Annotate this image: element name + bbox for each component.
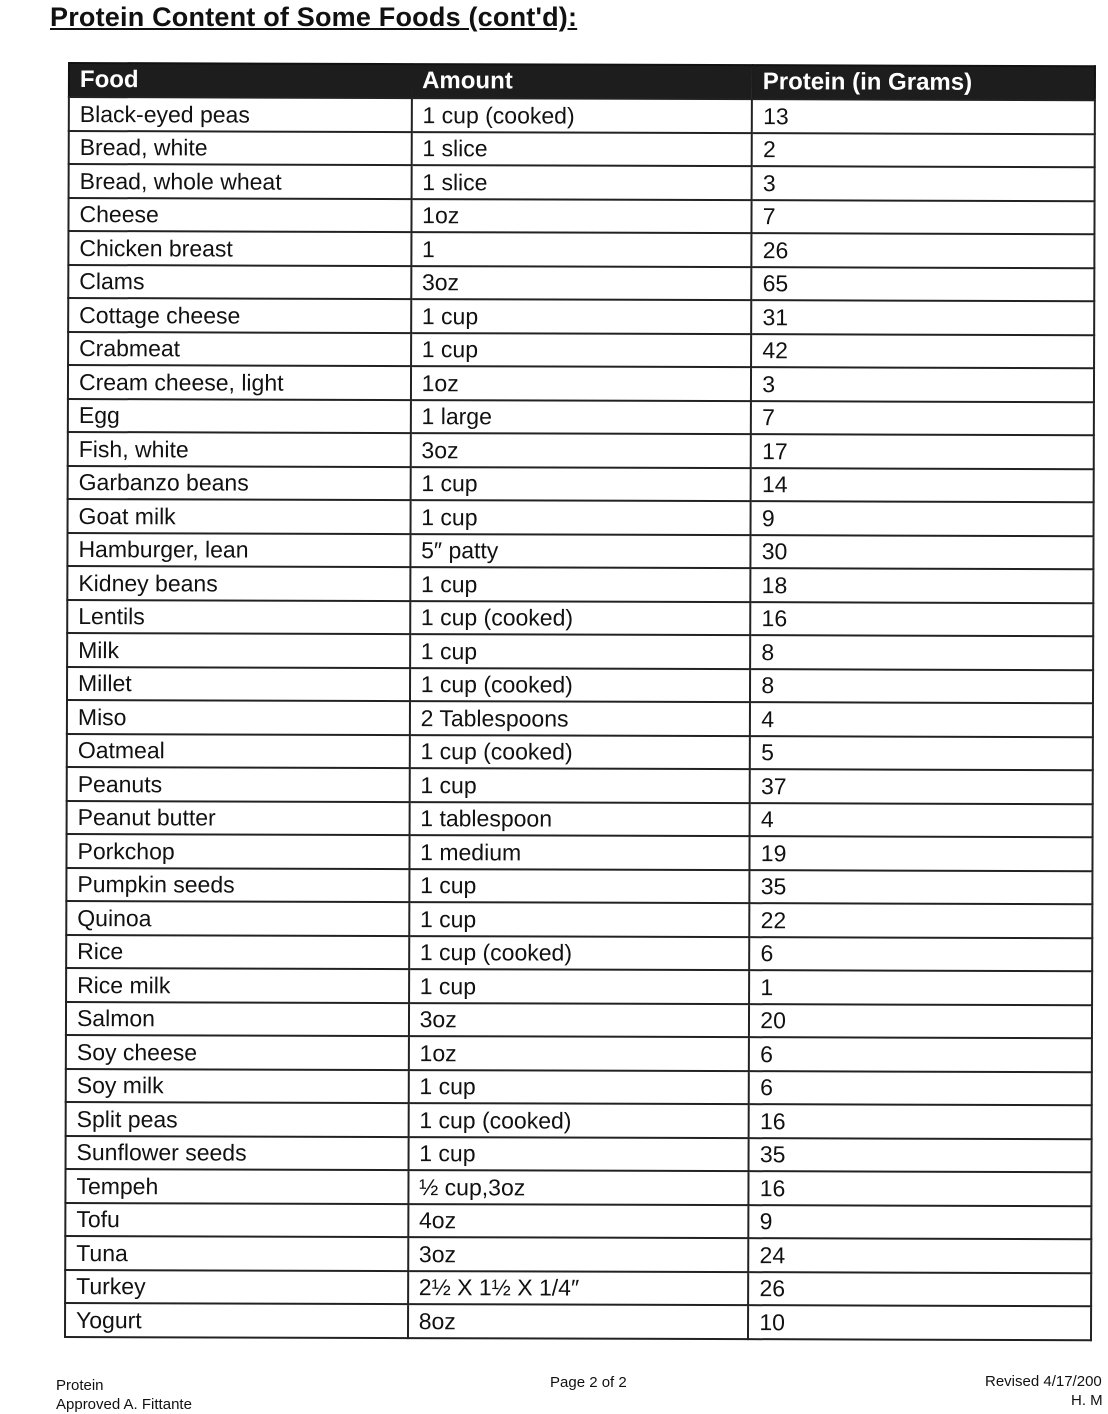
table-row <box>66 1001 1092 1038</box>
footer-page-number: Page 2 of 2 <box>550 1374 627 1391</box>
protein-cell: 37 <box>750 769 1093 804</box>
table-row <box>66 1135 1092 1172</box>
food-cell: Goat milk <box>68 499 411 534</box>
protein-cell: 42 <box>751 334 1094 369</box>
food-cell: Salmon <box>66 1001 409 1036</box>
protein-cell: 20 <box>749 1004 1092 1039</box>
table-row <box>68 399 1094 436</box>
food-cell: Egg <box>68 399 411 434</box>
amount-cell: 1 cup <box>408 1137 749 1172</box>
food-cell: Clams <box>68 265 411 300</box>
food-cell: Crabmeat <box>68 332 411 367</box>
food-cell: Hamburger, lean <box>67 533 410 568</box>
food-cell: Peanut butter <box>67 800 410 835</box>
protein-cell: 26 <box>752 233 1095 268</box>
amount-cell: 1 cup <box>411 333 752 368</box>
table-row <box>68 298 1094 335</box>
protein-cell: 30 <box>751 535 1094 570</box>
table-row <box>67 767 1093 804</box>
footer-left <box>56 1376 192 1414</box>
table-row <box>66 901 1092 938</box>
protein-cell: 18 <box>751 568 1094 603</box>
table-row <box>69 164 1095 201</box>
food-cell: Turkey <box>65 1269 408 1304</box>
amount-cell: 1 cup <box>408 1070 749 1105</box>
protein-cell: 14 <box>751 468 1094 503</box>
table-row <box>67 800 1093 837</box>
food-cell: Cheese <box>68 198 411 233</box>
table-row <box>67 633 1093 670</box>
protein-cell: 1 <box>749 970 1092 1005</box>
food-cell: Sunflower seeds <box>66 1135 409 1170</box>
protein-cell: 22 <box>750 903 1093 938</box>
table-row <box>67 733 1093 770</box>
amount-cell: 1 cup (cooked) <box>408 1103 749 1138</box>
food-cell: Peanuts <box>67 767 410 802</box>
protein-cell: 35 <box>750 870 1093 905</box>
footer-approved: Approved A. Fittante <box>56 1396 192 1413</box>
table-row <box>66 1035 1092 1072</box>
protein-cell: 7 <box>752 200 1095 235</box>
amount-cell: 1 cup (cooked) <box>411 98 752 133</box>
protein-cell: 4 <box>750 702 1093 737</box>
header-food: Food <box>69 63 412 98</box>
table-row <box>69 131 1095 168</box>
amount-cell: 1 cup <box>410 567 751 602</box>
food-cell: Split peas <box>66 1102 409 1137</box>
table-row <box>66 1068 1092 1105</box>
table-row <box>68 466 1094 503</box>
protein-cell: 6 <box>749 1037 1092 1072</box>
amount-cell: 8oz <box>408 1304 749 1339</box>
food-cell: Cream cheese, light <box>68 365 411 400</box>
amount-cell: 1 cup (cooked) <box>410 601 751 636</box>
amount-cell: 3oz <box>408 1237 749 1272</box>
header-amount: Amount <box>412 64 753 99</box>
food-cell: Tempeh <box>65 1169 408 1204</box>
protein-cell: 13 <box>752 99 1095 134</box>
table-row <box>68 432 1094 469</box>
table-row <box>66 934 1092 971</box>
food-cell: Lentils <box>67 600 410 635</box>
food-cell: Cottage cheese <box>68 298 411 333</box>
table-row <box>65 1202 1091 1239</box>
header-protein: Protein (in Grams) <box>752 65 1095 100</box>
food-cell: Fish, white <box>68 432 411 467</box>
protein-cell: 26 <box>748 1272 1091 1307</box>
protein-cell: 19 <box>750 836 1093 871</box>
amount-cell: 1oz <box>411 366 752 401</box>
protein-cell: 24 <box>749 1238 1092 1273</box>
amount-cell: 3oz <box>409 1003 750 1038</box>
amount-cell: ½ cup,3oz <box>408 1170 749 1205</box>
amount-cell: 1 cup (cooked) <box>409 735 750 770</box>
footer-initials: H. M <box>1071 1392 1103 1409</box>
amount-cell: 1 cup <box>409 902 750 937</box>
food-cell: Porkchop <box>66 834 409 869</box>
table-row <box>67 667 1093 704</box>
table-row <box>65 1303 1091 1340</box>
amount-cell: 1 cup <box>410 634 751 669</box>
food-cell: Garbanzo beans <box>68 466 411 501</box>
table-row <box>65 1269 1091 1306</box>
food-cell: Kidney beans <box>67 566 410 601</box>
protein-cell: 3 <box>751 367 1094 402</box>
protein-cell: 31 <box>751 300 1094 335</box>
food-cell: Miso <box>67 700 410 735</box>
protein-cell: 16 <box>749 1104 1092 1139</box>
food-cell: Tuna <box>65 1236 408 1271</box>
amount-cell: 5″ patty <box>410 534 751 569</box>
amount-cell: 1 slice <box>411 165 752 200</box>
protein-cell: 6 <box>749 937 1092 972</box>
food-cell: Chicken breast <box>68 231 411 266</box>
table-row <box>68 231 1094 268</box>
protein-cell: 16 <box>751 602 1094 637</box>
food-cell: Bread, white <box>69 131 412 166</box>
protein-cell: 3 <box>752 166 1095 201</box>
table-row <box>66 968 1092 1005</box>
protein-cell: 4 <box>750 803 1093 838</box>
food-cell: Rice milk <box>66 968 409 1003</box>
page-title: Protein Content of Some Foods (cont'd): <box>50 2 578 32</box>
food-cell: Oatmeal <box>67 733 410 768</box>
footer-doc-name: Protein <box>56 1377 104 1394</box>
amount-cell: 1 cup (cooked) <box>409 936 750 971</box>
table-row <box>66 834 1092 871</box>
protein-cell: 8 <box>750 635 1093 670</box>
food-cell: Milk <box>67 633 410 668</box>
food-cell: Tofu <box>65 1202 408 1237</box>
amount-cell: 1 tablespoon <box>409 802 750 837</box>
protein-cell: 35 <box>749 1138 1092 1173</box>
amount-cell: 1 cup <box>409 768 750 803</box>
food-cell: Bread, whole wheat <box>69 164 412 199</box>
amount-cell: 1oz <box>411 199 752 234</box>
table-row <box>65 1169 1091 1206</box>
protein-table <box>64 62 1096 1341</box>
footer-right <box>985 1372 1103 1410</box>
amount-cell: 4oz <box>408 1204 749 1239</box>
amount-cell: 1oz <box>409 1036 750 1071</box>
amount-cell: 1 cup <box>411 299 752 334</box>
amount-cell: 2½ X 1½ X 1/4″ <box>408 1271 749 1306</box>
amount-cell: 1 cup <box>409 869 750 904</box>
amount-cell: 1 slice <box>411 132 752 167</box>
table-row <box>67 600 1093 637</box>
table-row <box>67 566 1093 603</box>
protein-cell: 2 <box>752 133 1095 168</box>
amount-cell: 1 cup <box>409 969 750 1004</box>
food-cell: Soy cheese <box>66 1035 409 1070</box>
table-row <box>66 867 1092 904</box>
protein-cell: 9 <box>749 1205 1092 1240</box>
protein-cell: 6 <box>749 1071 1092 1106</box>
food-cell: Rice <box>66 934 409 969</box>
amount-cell: 1 cup <box>410 500 751 535</box>
protein-cell: 9 <box>751 501 1094 536</box>
table-row <box>68 198 1094 235</box>
amount-cell: 1 cup (cooked) <box>410 668 751 703</box>
food-cell: Soy milk <box>66 1068 409 1103</box>
table-row <box>66 1102 1092 1139</box>
protein-cell: 16 <box>749 1171 1092 1206</box>
food-cell: Millet <box>67 667 410 702</box>
table-header-row <box>69 63 1095 100</box>
protein-cell: 7 <box>751 401 1094 436</box>
amount-cell: 3oz <box>410 433 751 468</box>
amount-cell: 1 <box>411 232 752 267</box>
table-row <box>68 265 1094 302</box>
footer-revised: Revised 4/17/200 <box>985 1373 1102 1390</box>
table-row <box>68 499 1094 536</box>
protein-cell: 10 <box>748 1305 1091 1340</box>
table-row <box>69 97 1095 134</box>
protein-cell: 5 <box>750 736 1093 771</box>
food-cell: Yogurt <box>65 1303 408 1338</box>
amount-cell: 2 Tablespoons <box>410 701 751 736</box>
protein-cell: 17 <box>751 434 1094 469</box>
table-row <box>68 332 1094 369</box>
amount-cell: 1 large <box>411 400 752 435</box>
protein-cell: 8 <box>750 669 1093 704</box>
table-row <box>67 533 1093 570</box>
food-cell: Pumpkin seeds <box>66 867 409 902</box>
table-row <box>68 365 1094 402</box>
food-cell: Quinoa <box>66 901 409 936</box>
food-cell: Black-eyed peas <box>69 97 412 132</box>
protein-cell: 65 <box>752 267 1095 302</box>
table-body <box>65 97 1095 1340</box>
amount-cell: 3oz <box>411 266 752 301</box>
table-row <box>67 700 1093 737</box>
table-row <box>65 1236 1091 1273</box>
amount-cell: 1 medium <box>409 835 750 870</box>
amount-cell: 1 cup <box>410 467 751 502</box>
